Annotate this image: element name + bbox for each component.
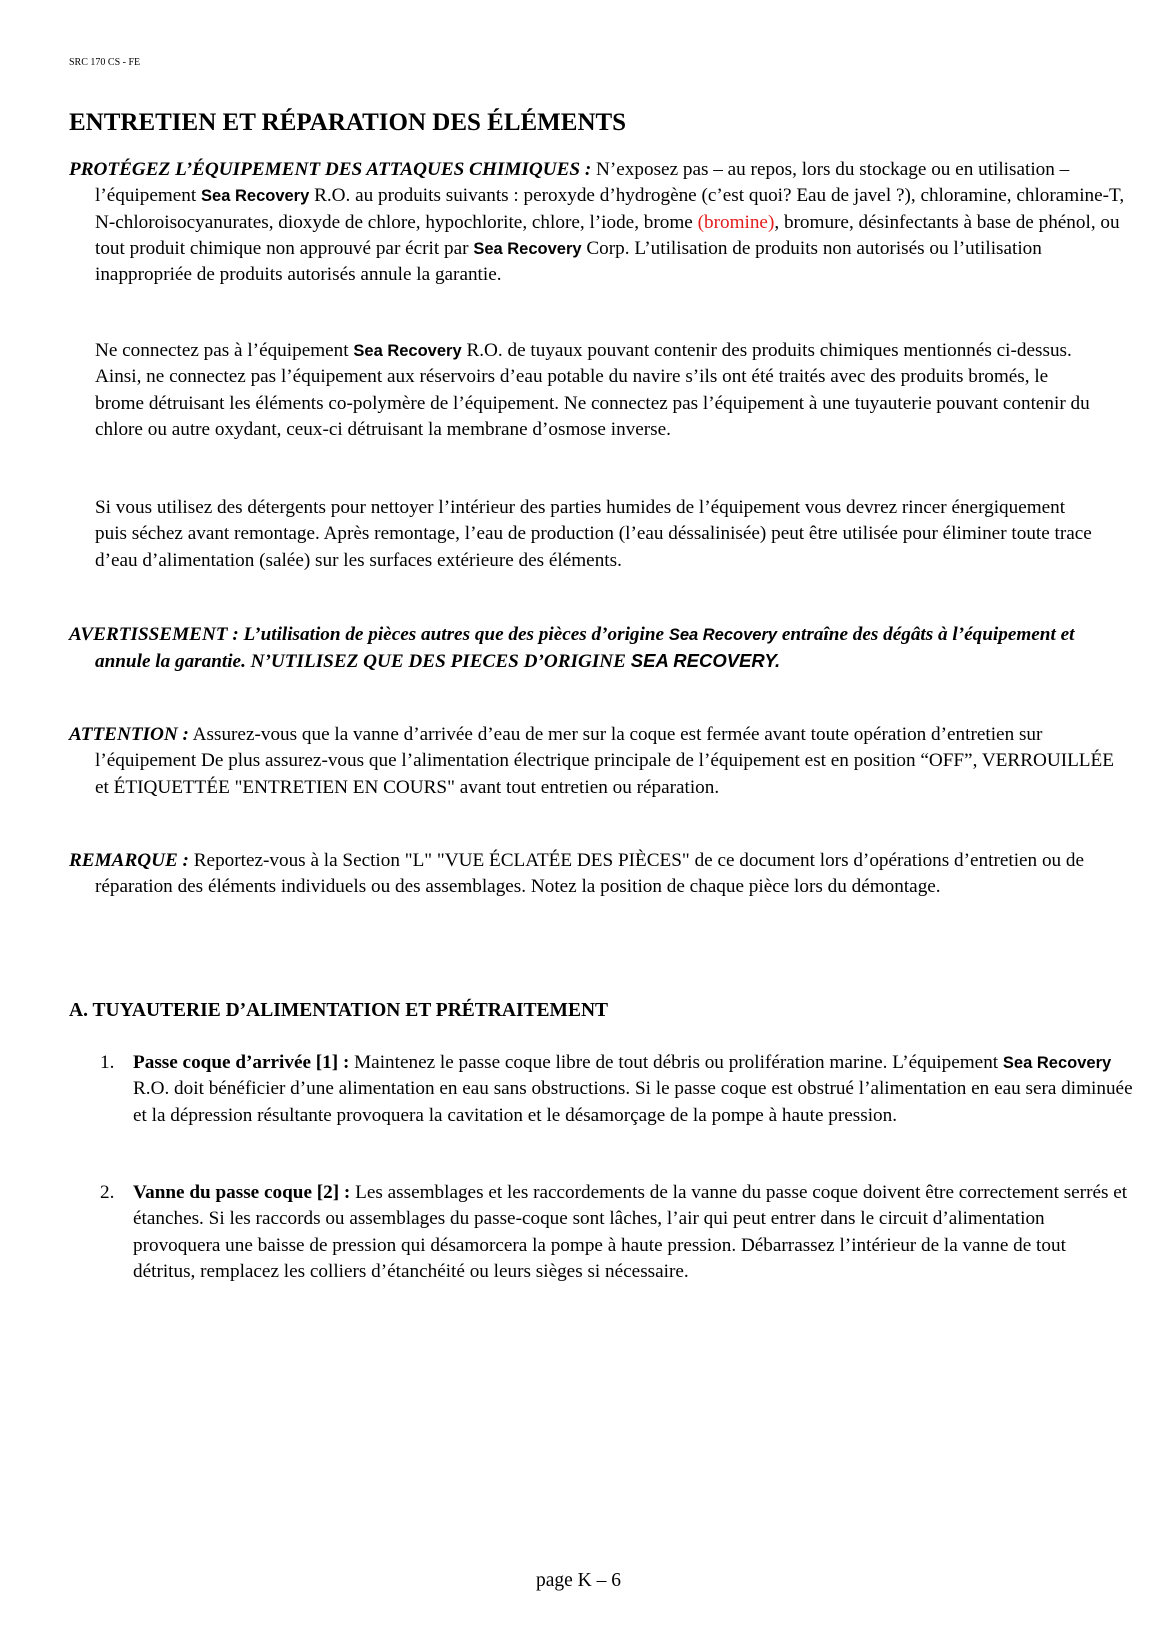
brand-name: Sea Recovery	[668, 626, 778, 644]
page-number: page K – 6	[535, 1570, 622, 1591]
brand-name: Sea Recovery	[473, 239, 582, 258]
bromine-highlight: (bromine)	[697, 211, 775, 233]
list-item: 1. Passe coque d’arrivée [1] : Maintenez le passe coque libre de tout débris ou prolifération marine. L’équipement Sea Recovery R.O. doit bénéficier d’une alimentation en eau sans obstructions. Si le passe coque est obstrué l’alimentation en eau sera diminuée et la dépression résultante provoquera la cavitation et le désamorçage de la pompe à haute pression.	[100, 1052, 1133, 1126]
brand-name: Sea Recovery	[353, 342, 462, 360]
remark-label: REMARQUE :	[69, 850, 189, 871]
chemical-protection-label: PROTÉGEZ L’ÉQUIPEMENT DES ATTAQUES CHIMIQUES :	[69, 159, 592, 180]
attention-label: ATTENTION :	[69, 724, 189, 745]
detergents-paragraph: Si vous utilisez des détergents pour nettoyer l’intérieur des parties humides de l’équipement vous devrez rincer énergiquement puis séchez avant remontage. Après remontage, l’eau de production (l’eau déssalinisée) peut être utilisée pour éliminer toute trace d’eau d’alimentation (salée) sur les surfaces extérieure des éléments.	[95, 497, 1092, 571]
page-title: ENTRETIEN ET RÉPARATION DES ÉLÉMENTS	[69, 109, 627, 136]
section-a-heading: A. TUYAUTERIE D’ALIMENTATION ET PRÉTRAITEMENT	[69, 1000, 609, 1021]
connection-paragraph: Ne connectez pas à l’équipement Sea Recovery R.O. de tuyaux pouvant contenir des produits chimiques mentionnés ci-dessus. Ainsi, ne connectez pas l’équipement aux réservoirs d’eau potable du navire s’ils ont été traités avec des produits bromés, le brome détruisant les éléments co-polymère de l’équipement. Ne connectez pas l’équipement à une tuyauterie pouvant contenir du chlore ou autre oxydant, ceux-ci détruisant la membrane d’osmose inverse.	[95, 340, 1090, 440]
list-number: 2.	[100, 1182, 115, 1203]
brand-name: Sea Recovery	[1002, 1054, 1112, 1072]
chemical-protection-paragraph: PROTÉGEZ L’ÉQUIPEMENT DES ATTAQUES CHIMIQUES : N’exposez pas – au repos, lors du stockage ou en utilisation – l’équipement Sea Recovery R.O. au produits suivants : peroxyde d’hydrogène (c’est quoi? Eau de javel ?), chloramine, chloramine-T, N-chloroisocyanurates, dioxyde de chlore, hypochlorite, chlore, l’iode, brome (bromine), bromure, désinfectants à base de phénol, ou tout produit chimique non approuvé par écrit par Sea Recovery Corp. L’utilisation de produits non autorisés ou l’utilisation inappropriée de produits autorisés annule la garantie.	[69, 159, 1125, 286]
list-item: 2. Vanne du passe coque [2] : Les assemblages et les raccordements de la vanne du passe coque doivent être correctement serrés et étanches. Si les raccords ou assemblages du passe-coque sont lâches, l’air qui peut entrer dans le circuit d’alimentation provoquera une baisse de pression qui désamorcera la pompe à haute pression. Débarrassez l’intérieur de la vanne de tout détritus, remplacez les colliers d’étanchéité ou leurs sièges si nécessaire.	[100, 1182, 1128, 1282]
warning-paragraph: AVERTISSEMENT : L’utilisation de pièces autres que des pièces d’origine Sea Recovery entraîne des dégâts à l’équipement et annule la garantie. N’UTILISEZ QUE DES PIECES D’ORIGINE SEA RECOVERY.	[69, 624, 1075, 673]
list-item-title: Passe coque d’arrivée [1] :	[133, 1052, 350, 1073]
brand-name: Sea Recovery	[201, 187, 310, 206]
document-code: SRC 170 CS - FE	[69, 57, 141, 68]
list-item-title: Vanne du passe coque [2] :	[133, 1182, 351, 1203]
brand-name-caps: SEA RECOVERY.	[630, 650, 781, 672]
list-number: 1.	[100, 1052, 115, 1073]
remark-paragraph: REMARQUE : Reportez-vous à la Section "L" "VUE ÉCLATÉE DES PIÈCES" de ce document lors d’opérations d’entretien ou de réparation des éléments individuels ou des assemblages. Notez la position de chaque pièce lors du démontage.	[69, 850, 1085, 898]
attention-paragraph: ATTENTION : Assurez-vous que la vanne d’arrivée d’eau de mer sur la coque est fermée avant toute opération d’entretien sur l’équipement De plus assurez-vous que l’alimentation électrique principale de l’équipement est en position “OFF”, VERROUILLÉE et ÉTIQUETTÉE "ENTRETIEN EN COURS" avant tout entretien ou réparation.	[69, 724, 1114, 798]
